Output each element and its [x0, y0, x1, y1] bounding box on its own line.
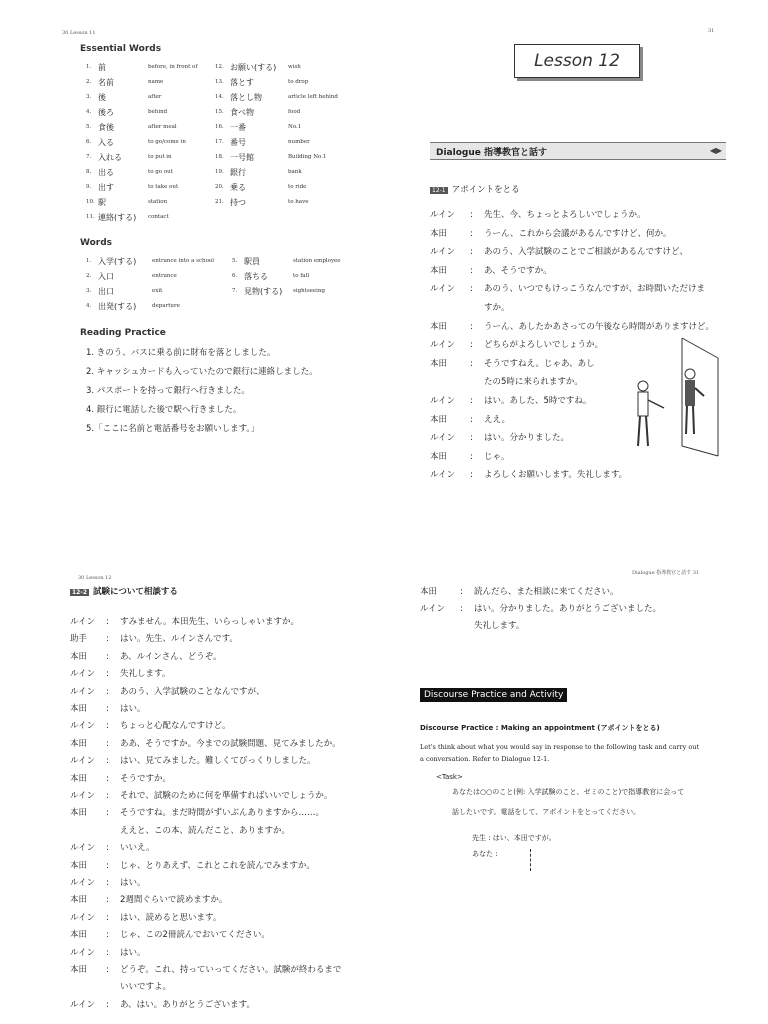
vocab-meaning: after meal — [148, 124, 177, 130]
vocab-number: 1. — [86, 64, 92, 70]
speaker-name: 助手 — [70, 634, 88, 645]
speaker-colon: : — [470, 210, 473, 220]
vocab-word: 出る — [98, 168, 114, 177]
dialogue-line — [430, 357, 595, 369]
vocab-meaning: article left behind — [288, 94, 338, 100]
speaker-name: 本田 — [430, 265, 448, 276]
speaker-colon: : — [106, 721, 109, 732]
example-line-2: あなた : — [472, 850, 498, 858]
discourse-practice-bar: Discourse Practice and Activity — [420, 688, 567, 702]
vocab-word: 入る — [98, 138, 114, 147]
dialogue-line — [430, 375, 583, 387]
speaker-name: ルイン — [430, 284, 456, 295]
dialogue-text: じゃ。 — [484, 451, 510, 462]
running-head: 30 Lesson 12 — [78, 575, 112, 581]
vocab-meaning: before, in front of — [148, 64, 198, 70]
dialogue-line — [70, 876, 146, 888]
speaker-colon: : — [106, 773, 109, 784]
vocab-number: 17. — [215, 139, 224, 145]
dialogue-line — [70, 998, 255, 1010]
vocab-word: 後 — [98, 93, 106, 102]
dialogue-line — [420, 619, 524, 631]
word-meaning: exit — [152, 288, 163, 294]
word-term: 入学(する) — [98, 257, 137, 266]
vocab-word: 入れる — [98, 153, 122, 162]
speaker-colon: : — [106, 738, 109, 749]
vocab-word: 落とす — [230, 78, 254, 87]
speaker-name: 本田 — [430, 451, 448, 462]
speaker-name: ルイン — [70, 721, 96, 732]
vocab-number: 4. — [86, 109, 92, 115]
speaker-name: ルイン — [430, 340, 456, 351]
speaker-colon: : — [460, 604, 463, 614]
speaker-colon: : — [106, 808, 109, 819]
illustration-student-at-door — [630, 336, 722, 458]
reading-sentence: 2. キャッシュカードも入っていたので銀行に連絡しました。 — [86, 367, 318, 377]
dialogue-text: はい。先生、ルインさんです。 — [120, 634, 238, 645]
dialogue-text: はい。あした、5時ですね。 — [484, 396, 592, 406]
vocab-number: 5. — [86, 124, 92, 130]
dialogue-text: どちらがよろしいでしょうか。 — [484, 340, 604, 351]
vocab-meaning: name — [148, 79, 164, 85]
dialogue-text: すか。 — [484, 303, 510, 313]
dialogue-line — [70, 772, 171, 784]
speaker-colon: : — [470, 321, 473, 332]
speaker-colon: : — [470, 433, 473, 444]
dialogue-text: じゃ、この2冊読んでおいてください。 — [120, 930, 270, 941]
dialogue-line — [430, 227, 672, 239]
vocab-word: 銀行 — [230, 168, 246, 177]
vocab-word: 後ろ — [98, 108, 114, 117]
dialogue-line — [70, 806, 324, 818]
discourse-practice-title: Discourse Practice : Making an appointment (アポイントをとる) — [420, 724, 660, 732]
dialogue-line — [70, 702, 146, 714]
speaker-name: 本田 — [430, 228, 448, 239]
vocab-meaning: number — [288, 139, 310, 145]
dialogue-line — [70, 685, 265, 697]
vocab-meaning: to ride — [288, 184, 307, 190]
word-term: 駅員 — [244, 257, 260, 266]
speaker-name: ルイン — [430, 433, 456, 444]
page-number: 31 — [708, 28, 715, 34]
speaker-name: 本田 — [70, 965, 88, 975]
answer-blank — [530, 849, 532, 871]
speaker-colon: : — [470, 247, 473, 258]
vocab-word: 駅 — [98, 198, 106, 207]
speaker-name: ルイン — [70, 912, 96, 923]
section-heading — [430, 183, 520, 195]
speaker-name: 本田 — [70, 773, 88, 784]
vocab-number: 15. — [215, 109, 224, 115]
speaker-name: 本田 — [430, 358, 448, 369]
dialogue-text: 失礼します。 — [120, 669, 171, 680]
word-number: 7. — [232, 288, 238, 294]
dialogue-text: はい。 — [120, 947, 146, 958]
speaker-colon: : — [470, 451, 473, 462]
dialogue-line — [70, 841, 155, 853]
dialogue-text: はい。分かりました。 — [484, 433, 570, 444]
reading-sentence: 1. きのう、バスに乗る前に財布を落としました。 — [86, 348, 276, 358]
speaker-name: 本田 — [70, 651, 88, 662]
dialogue-line — [430, 394, 591, 406]
reading-sentence: 3. パスポートを持って銀行へ行きました。 — [86, 386, 250, 396]
vocab-word: 持つ — [230, 198, 246, 207]
reading-practice-title: Reading Practice — [80, 328, 166, 338]
speaker-name: 本田 — [70, 930, 88, 941]
dialogue-text: ああ、そうですか。今までの試験問題、見てみましたか。 — [120, 738, 341, 749]
speaker-colon: : — [106, 617, 109, 627]
speaker-name: 本田 — [70, 895, 88, 906]
dialogue-text: ええと、この本、読んだこと、ありますか。 — [120, 825, 291, 836]
word-number: 1. — [86, 258, 92, 264]
speaker-name: ルイン — [70, 686, 96, 697]
dialogue-line — [430, 282, 705, 294]
vocab-number: 19. — [215, 169, 224, 175]
speaker-colon: : — [470, 358, 473, 369]
dialogue-text: ええ。 — [484, 414, 511, 425]
vocab-number: 8. — [86, 169, 92, 175]
vocab-number: 16. — [215, 124, 224, 130]
dialogue-text: たの5時に来られますか。 — [484, 377, 583, 388]
dialogue-text: あ、そうですか。 — [484, 265, 552, 276]
dialogue-text: あのう、いつでもけっこうなんですが、お時間いただけま — [484, 284, 706, 295]
dialogue-line — [70, 667, 170, 679]
vocab-number: 2. — [86, 79, 92, 85]
speaker-name: ルイン — [70, 669, 96, 680]
vocab-number: 7. — [86, 154, 92, 160]
dialogue-line — [70, 980, 171, 992]
vocab-meaning: food — [288, 109, 301, 115]
speaker-name: ルイン — [430, 470, 456, 481]
speaker-name: ルイン — [70, 791, 96, 801]
dialogue-line — [430, 208, 646, 220]
speaker-colon: : — [470, 340, 473, 351]
dialogue-line — [430, 301, 510, 313]
reading-sentence: 5.「ここに名前と電話番号をお願いします。」 — [86, 424, 260, 434]
vocab-meaning: to have — [288, 199, 309, 205]
dialogue-text: そうですねえ。じゃあ、あし — [484, 358, 595, 369]
speaker-colon: : — [470, 414, 473, 425]
word-number: 6. — [232, 273, 238, 279]
vocab-word: 落とし物 — [230, 93, 262, 102]
instructions-line-1: Let's think about what you would say in response to the following task and carry out — [420, 743, 700, 751]
dialogue-text: あのう、入学試験のことなんですが、 — [120, 686, 265, 697]
dialogue-text: いいえ。 — [120, 843, 155, 854]
speaker-colon: : — [106, 860, 109, 871]
dialogue-text: うーん、あしたかあさっての午後なら時間がありますけど。 — [484, 321, 715, 332]
dialogue-line — [70, 719, 231, 731]
dialogue-text: そうですか。 — [120, 773, 172, 784]
vocab-number: 3. — [86, 94, 92, 100]
speaker-name: 本田 — [70, 860, 88, 871]
page-lesson11-vocab — [0, 0, 400, 530]
dialogue-text: 読んだら、また相談に来てください。 — [474, 587, 619, 597]
speaker-colon: : — [106, 878, 109, 888]
speaker-colon: : — [106, 791, 109, 801]
dialogue-line — [430, 450, 510, 462]
dialogue-text: いいですよ。 — [120, 982, 172, 993]
speaker-name: ルイン — [70, 878, 96, 888]
word-number: 3. — [86, 288, 92, 294]
speaker-colon: : — [106, 843, 109, 854]
dialogue-line — [70, 911, 221, 923]
words-title: Words — [80, 238, 113, 248]
dialogue-bar — [430, 142, 726, 160]
vocab-word: 連絡(する) — [98, 213, 137, 222]
dialogue-line — [430, 468, 627, 480]
speaker-colon: : — [470, 396, 473, 406]
section-title: アポイントをとる — [451, 185, 520, 195]
vocab-number: 9. — [86, 184, 92, 190]
dialogue-line — [70, 650, 222, 662]
dialogue-line — [70, 737, 341, 749]
dialogue-line — [70, 946, 146, 958]
speaker-name: ルイン — [70, 999, 96, 1010]
page-dialogue-12-2 — [0, 545, 398, 1024]
section-tag: 12-1 — [432, 187, 446, 194]
dialogue-line — [430, 413, 510, 425]
section-tag: 12-2 — [72, 589, 88, 596]
vocab-number: 14. — [215, 94, 224, 100]
dialogue-text: はい。 — [120, 878, 146, 888]
word-term: 出口 — [98, 287, 114, 296]
speaker-colon: : — [460, 587, 463, 597]
vocab-meaning: to go/come in — [148, 139, 186, 145]
speaker-name: 本田 — [70, 738, 88, 749]
speaker-colon: : — [470, 265, 473, 276]
vocab-word: 出す — [98, 183, 114, 192]
vocab-meaning: No.1 — [288, 124, 302, 130]
dialogue-line — [420, 585, 619, 597]
vocab-meaning: contact — [148, 214, 169, 220]
speaker-colon: : — [106, 999, 109, 1010]
word-meaning: departure — [152, 303, 180, 309]
vocab-word: 一号館 — [230, 153, 254, 162]
vocab-word: 乗る — [230, 183, 246, 192]
speaker-colon: : — [106, 634, 109, 645]
dialogue-text: あ、ルインさん、どうぞ。 — [120, 651, 222, 662]
dialogue-line — [430, 431, 569, 443]
speaker-name: 本田 — [70, 808, 88, 819]
speaker-name: 本田 — [430, 414, 448, 425]
speaker-name: ルイン — [70, 947, 96, 958]
dialogue-text: それで、試験のために何を準備すればいいでしょうか。 — [120, 791, 333, 801]
reading-sentence: 4. 銀行に電話した後で駅へ行きました。 — [86, 405, 242, 415]
dialogue-text: どうぞ。これ、持っていってください。試験が終わるまで — [120, 965, 342, 975]
dialogue-text: よろしくお願いします。失礼します。 — [484, 470, 628, 481]
lesson-title-box: Lesson 12 — [514, 44, 640, 78]
speaker-name: ルイン — [430, 210, 456, 220]
arrow-icon: ◀▶ — [709, 146, 722, 155]
vocab-word: 食後 — [98, 123, 114, 132]
dialogue-line — [70, 963, 341, 975]
speaker-colon: : — [106, 912, 109, 923]
vocab-number: 10. — [86, 199, 95, 205]
speaker-name: ルイン — [70, 843, 96, 854]
instructions-line-2: a conversation. Refer to Dialogue 12-1. — [420, 755, 550, 763]
vocab-number: 12. — [215, 64, 224, 70]
word-meaning: entrance into a school — [152, 258, 214, 264]
section-title: 試験について相談する — [93, 587, 178, 597]
dialogue-line — [70, 632, 238, 644]
speaker-colon: : — [106, 947, 109, 958]
speaker-name: 本田 — [430, 321, 448, 332]
vocab-word: 食べ物 — [230, 108, 254, 117]
word-number: 4. — [86, 303, 92, 309]
speaker-colon: : — [106, 965, 109, 975]
page-lesson12-dialogue — [402, 0, 768, 530]
speaker-colon: : — [106, 756, 109, 767]
dialogue-line — [420, 602, 661, 614]
vocab-meaning: after — [148, 94, 162, 100]
vocab-word: 一番 — [230, 123, 246, 132]
word-number: 5. — [232, 258, 238, 264]
word-meaning: to fall — [293, 273, 310, 279]
vocab-word: 名前 — [98, 78, 114, 87]
vocab-meaning: Building No.1 — [288, 154, 327, 160]
dialogue-text: あのう、入学試験のことでご相談があるんですけど、 — [484, 247, 689, 258]
dialogue-text: はい、見てみました。難しくてびっくりしました。 — [120, 756, 316, 767]
word-term: 出発(する) — [98, 302, 137, 311]
dialogue-line — [70, 859, 315, 871]
word-meaning: sightseeing — [293, 288, 326, 294]
running-head: Dialogue 指導教官と話す 31 — [632, 570, 700, 576]
example-line-1: 先生 : はい、本田ですが。 — [472, 834, 556, 842]
vocab-word: 前 — [98, 63, 106, 72]
dialogue-text: そうですね。まだ時間がずいぶんありますから……。 — [120, 808, 325, 819]
speaker-name: ルイン — [70, 617, 96, 627]
vocab-meaning: to go out — [148, 169, 173, 175]
dialogue-text: 失礼します。 — [474, 621, 525, 631]
dialogue-text: じゃ、とりあえず、これとこれを読んでみますか。 — [120, 860, 315, 871]
dialogue-line — [70, 893, 227, 905]
word-number: 2. — [86, 273, 92, 279]
vocab-meaning: behind — [148, 109, 168, 115]
dialogue-line — [70, 928, 270, 940]
vocab-meaning: to take out — [148, 184, 179, 190]
dialogue-line — [430, 338, 603, 350]
vocab-number: 6. — [86, 139, 92, 145]
dialogue-line — [70, 824, 290, 836]
vocab-meaning: station — [148, 199, 168, 205]
speaker-name: ルイン — [70, 756, 96, 767]
speaker-colon: : — [470, 470, 473, 481]
vocab-number: 11. — [86, 214, 95, 220]
speaker-colon: : — [106, 686, 109, 697]
dialogue-line — [70, 615, 299, 627]
dialogue-text: はい。 — [120, 704, 146, 714]
speaker-colon: : — [470, 228, 473, 239]
task-text-1: あなたは○○のこと(例: 入学試験のこと、ゼミのこと)で指導教官に会って — [452, 788, 685, 796]
essential-words-title: Essential Words — [80, 44, 162, 54]
word-term: 見物(する) — [244, 287, 283, 296]
word-term: 入口 — [98, 272, 114, 281]
dialogue-text: うーん、これから会議があるんですけど、何か。 — [484, 228, 672, 239]
word-meaning: station employee — [293, 258, 341, 264]
dialogue-text: はい。分かりました。ありがとうございました。 — [474, 604, 662, 614]
running-head: 30 Lesson 11 — [62, 30, 96, 36]
dialogue-text: ちょっと心配なんですけど。 — [120, 721, 231, 732]
vocab-meaning: to put in — [148, 154, 172, 160]
speaker-colon: : — [470, 284, 473, 295]
speaker-name: ルイン — [430, 247, 456, 258]
vocab-number: 21. — [215, 199, 224, 205]
speaker-name: 本田 — [70, 704, 88, 714]
task-label: <Task> — [436, 773, 463, 781]
dialogue-line — [430, 245, 688, 257]
vocab-word: 番号 — [230, 138, 246, 147]
speaker-colon: : — [106, 651, 109, 662]
speaker-colon: : — [106, 704, 109, 714]
word-meaning: entrance — [152, 273, 177, 279]
speaker-name: 本田 — [420, 587, 438, 597]
page-discourse-practice — [400, 545, 768, 1024]
dialogue-text: あ、はい。ありがとうございます。 — [120, 999, 255, 1010]
dialogue-text: 先生、今、ちょっとよろしいでしょうか。 — [484, 210, 646, 220]
speaker-colon: : — [106, 895, 109, 906]
dialogue-text: すみません。本田先生、いらっしゃいますか。 — [120, 617, 300, 627]
speaker-name: ルイン — [430, 396, 456, 406]
vocab-meaning: to drop — [288, 79, 309, 85]
dialogue-line — [430, 320, 714, 332]
dialogue-text: はい、読めると思います。 — [120, 912, 222, 923]
dialogue-line — [430, 264, 552, 276]
dialogue-line — [70, 789, 332, 801]
word-term: 落ちる — [244, 272, 268, 281]
dialogue-line — [70, 754, 316, 766]
speaker-colon: : — [106, 669, 109, 680]
vocab-meaning: wish — [288, 64, 301, 70]
speaker-name: ルイン — [420, 604, 446, 614]
vocab-word: お願い(する) — [230, 63, 277, 72]
section-heading — [70, 585, 178, 597]
dialogue-text: 2週間ぐらいで読めますか。 — [120, 895, 228, 906]
vocab-number: 18. — [215, 154, 224, 160]
vocab-number: 13. — [215, 79, 224, 85]
speaker-colon: : — [106, 930, 109, 941]
vocab-number: 20. — [215, 184, 224, 190]
dialogue-bar-label: Dialogue 指導教官と話す — [436, 148, 547, 158]
task-text-2: 話したいです。電話をして、アポイントをとってください。 — [452, 808, 641, 816]
vocab-meaning: bank — [288, 169, 302, 175]
